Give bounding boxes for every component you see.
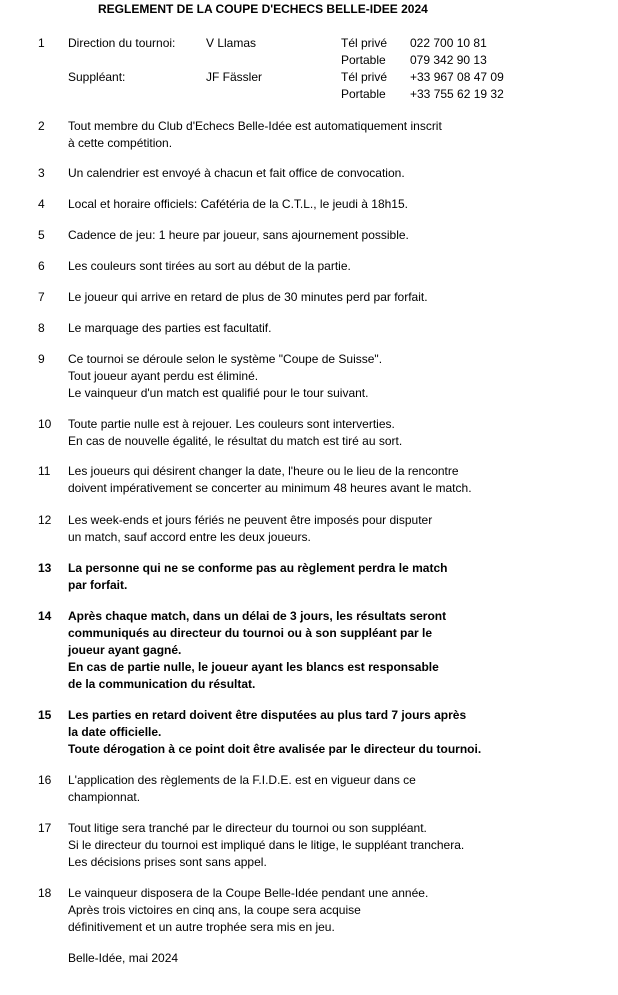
rule-number: 13 bbox=[38, 561, 52, 575]
rule-line: Après trois victoires en cinq ans, la coupe sera acquise bbox=[68, 903, 361, 917]
director-phone1: 022 700 10 81 bbox=[410, 36, 487, 50]
rule-line: Tout joueur ayant perdu est éliminé. bbox=[68, 369, 259, 383]
rule-line: Tout litige sera tranché par le directeur du tournoi ou son suppléant. bbox=[68, 821, 427, 835]
rule-line: Toute dérogation à ce point doit être avalisée par le directeur du tournoi. bbox=[68, 742, 482, 756]
rule-text bbox=[68, 512, 432, 546]
rule-text bbox=[68, 416, 402, 450]
rule-text bbox=[68, 165, 405, 182]
rule-line: Ce tournoi se déroule selon le système "Coupe de Suisse". bbox=[68, 352, 383, 366]
rule-text bbox=[68, 289, 428, 306]
rule-text bbox=[68, 227, 409, 244]
rule-number: 8 bbox=[38, 321, 45, 335]
rule-line: La personne qui ne se conforme pas au règlement perdra le match bbox=[68, 561, 448, 575]
rule-number: 10 bbox=[38, 417, 52, 431]
deputy-phone2-label: Portable bbox=[341, 87, 386, 101]
rule-text bbox=[68, 820, 464, 871]
footer-date: Belle-Idée, mai 2024 bbox=[68, 951, 179, 965]
rule-number: 14 bbox=[38, 609, 52, 623]
rule-line: par forfait. bbox=[68, 578, 128, 592]
rule-line: la date officielle. bbox=[68, 725, 162, 739]
rule-line: Cadence de jeu: 1 heure par joueur, sans ajournement possible. bbox=[68, 228, 409, 242]
rule-number: 9 bbox=[38, 352, 45, 366]
rule-line: joueur ayant gagné. bbox=[68, 643, 182, 657]
rule-number: 11 bbox=[38, 464, 51, 478]
rule-text bbox=[68, 118, 442, 152]
deputy-phone2: +33 755 62 19 32 bbox=[410, 87, 504, 101]
rule-line: définitivement et un autre trophée sera mis en jeu. bbox=[68, 920, 335, 934]
deputy-role: Suppléant: bbox=[68, 70, 126, 84]
rule-text bbox=[68, 707, 481, 758]
rule-line: Les parties en retard doivent être disputées au plus tard 7 jours après bbox=[68, 708, 467, 722]
rule-number: 17 bbox=[38, 821, 52, 835]
rule-text bbox=[68, 885, 428, 936]
rule-number: 2 bbox=[38, 119, 45, 133]
rule-number: 3 bbox=[38, 166, 45, 180]
rule-line: Le vainqueur d'un match est qualifié pour le tour suivant. bbox=[68, 386, 369, 400]
rule-text bbox=[68, 320, 271, 337]
rule-line: Les week-ends et jours fériés ne peuvent être imposés pour disputer bbox=[68, 513, 433, 527]
rule-line: de la communication du résultat. bbox=[68, 677, 256, 691]
rule-line: à cette compétition. bbox=[68, 136, 173, 150]
rule-line: championnat. bbox=[68, 790, 141, 804]
rule-line: communiqués au directeur du tournoi ou à son suppléant par le bbox=[68, 626, 433, 640]
rule-line: En cas de nouvelle égalité, le résultat du match est tiré au sort. bbox=[68, 434, 403, 448]
rule-line: Si le directeur du tournoi est impliqué dans le litige, le suppléant tranchera. bbox=[68, 838, 465, 852]
rule-number: 7 bbox=[38, 290, 45, 304]
rule-text bbox=[68, 608, 446, 693]
director-phone2-label: Portable bbox=[341, 53, 386, 67]
rule-number: 6 bbox=[38, 259, 45, 273]
deputy-phone1-label: Tél privé bbox=[341, 70, 388, 84]
rule-line: un match, sauf accord entre les deux joueurs. bbox=[68, 530, 311, 544]
rule-number: 15 bbox=[38, 708, 52, 722]
rule-line: Toute partie nulle est à rejouer. Les couleurs sont interverties. bbox=[68, 417, 395, 431]
rule-number: 12 bbox=[38, 513, 52, 527]
rule-text bbox=[68, 196, 408, 213]
deputy-name: JF Fässler bbox=[206, 70, 263, 84]
rule-line: En cas de partie nulle, le joueur ayant les blancs est responsable bbox=[68, 660, 439, 674]
rule-line: Un calendrier est envoyé à chacun et fait office de convocation. bbox=[68, 166, 405, 180]
rule-number: 16 bbox=[38, 773, 52, 787]
rule-line: Le vainqueur disposera de la Coupe Belle-Idée pendant une année. bbox=[68, 886, 429, 900]
rule-line: Local et horaire officiels: Cafétéria de la C.T.L., le jeudi à 18h15. bbox=[68, 197, 408, 211]
rule-text bbox=[68, 351, 382, 402]
rule-line: doivent impérativement se concerter au minimum 48 heures avant le match. bbox=[68, 481, 472, 495]
director-phone2: 079 342 90 13 bbox=[410, 53, 487, 67]
rule-line: Les couleurs sont tirées au sort au début de la partie. bbox=[68, 259, 351, 273]
director-phone1-label: Tél privé bbox=[341, 36, 388, 50]
rule-line: Après chaque match, dans un délai de 3 jours, les résultats seront bbox=[68, 609, 447, 623]
rule-text bbox=[68, 258, 351, 275]
rule-text bbox=[68, 463, 472, 497]
rule-line: Le marquage des parties est facultatif. bbox=[68, 321, 272, 335]
rule-line: Le joueur qui arrive en retard de plus de 30 minutes perd par forfait. bbox=[68, 290, 428, 304]
rule-number: 18 bbox=[38, 886, 52, 900]
rule-line: Les joueurs qui désirent changer la date, l'heure ou le lieu de la rencontre bbox=[68, 464, 459, 478]
rule-line: L'application des règlements de la F.I.D.E. est en vigueur dans ce bbox=[68, 773, 416, 787]
director-name: V Llamas bbox=[206, 36, 257, 50]
rule-text bbox=[68, 772, 416, 806]
rule-text bbox=[68, 560, 447, 594]
rule-number: 1 bbox=[38, 36, 45, 50]
document-title: REGLEMENT DE LA COUPE D'ECHECS BELLE-IDEE 2024 bbox=[98, 2, 428, 16]
rule-line: Tout membre du Club d'Echecs Belle-Idée est automatiquement inscrit bbox=[68, 119, 442, 133]
director-role: Direction du tournoi: bbox=[68, 36, 176, 50]
deputy-phone1: +33 967 08 47 09 bbox=[410, 70, 504, 84]
rule-number: 5 bbox=[38, 228, 45, 242]
rule-number: 4 bbox=[38, 197, 45, 211]
rule-line: Les décisions prises sont sans appel. bbox=[68, 855, 267, 869]
